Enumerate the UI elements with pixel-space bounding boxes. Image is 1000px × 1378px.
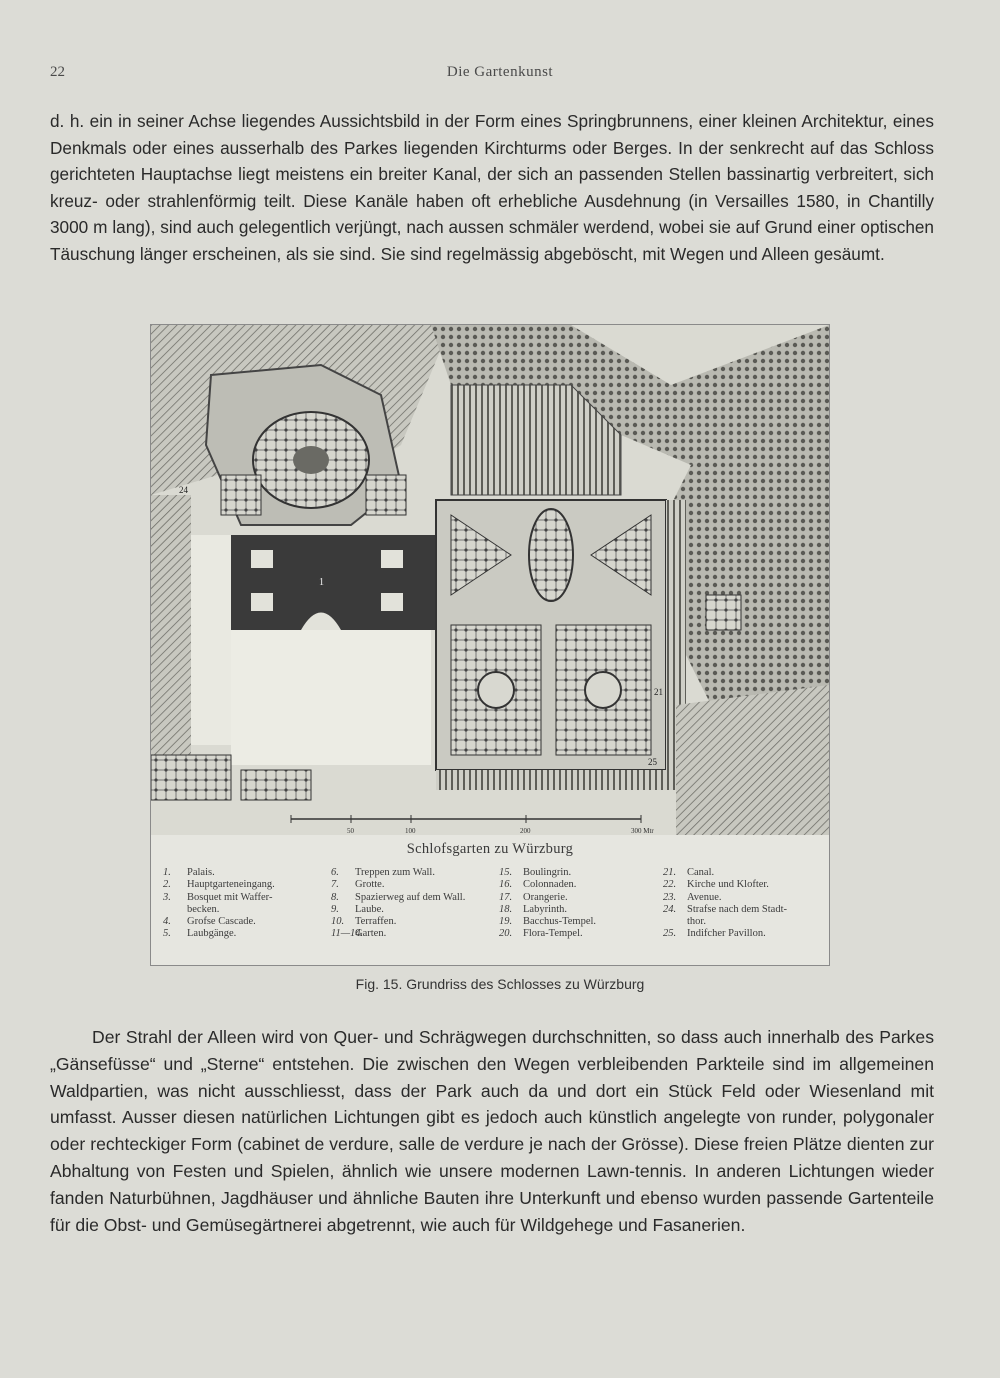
legend-entry (663, 879, 787, 891)
legend-number: 10. (331, 916, 345, 928)
legend-number: 18. (499, 903, 513, 915)
bottom-paragraph (50, 1024, 934, 1238)
legend-text: Canal. (687, 867, 715, 878)
legend-entry (663, 904, 787, 916)
legend-number: 20. (499, 928, 513, 940)
legend-number: 11—14. (331, 928, 364, 940)
legend-entry (331, 892, 465, 904)
legend-text: Laubgänge. (187, 928, 237, 940)
legend-text: Bosquet mit Waffer- (187, 891, 273, 903)
legend-entry (163, 916, 275, 928)
garden-plan-figure (150, 324, 830, 966)
southeast-quarter (676, 685, 829, 835)
legend-number: 7. (331, 879, 339, 891)
west-quarter (151, 495, 191, 755)
scale-label-100: 100 (405, 827, 416, 835)
legend-entry (663, 867, 787, 879)
legend-text: Kirche und Klofter. (687, 879, 769, 891)
scale-label-300: 300 Mtr (631, 827, 654, 835)
top-paragraph-text: d. h. ein in seiner Achse liegendes Aussichtsbild in der Form eines Springbrunnens, einer kleinen Architektur, eines Denkmals oder eines ausserhalb des Parkes liegenden Kirchturms oder Berges. In der senkrecht auf das Schloss gerichteten Hauptachse liegt meistens ein breiter Kanal, der sich an passenden Stellen bassinartig verbreitert, sich kreuz- oder strahlenförmig teilt. Diese Kanäle haben oft erhebliche Ausdehnung (in Versailles 1580, in Chantilly 3000 m lang), sind auch gelegentlich verjüngt, nach aussen schmäler werdend, wobei sie auf Grund einer optischen Täuschung länger erscheinen, als sie sind. Sie sind regelmässig abgeböscht, mit Wegen und Alleen gesäumt. (50, 111, 934, 264)
legend-entry (499, 879, 596, 891)
legend-number: 1. (163, 867, 171, 878)
legend-text: thor. (687, 916, 706, 928)
figure-title: Schlofsgarten zu Würzburg (406, 841, 574, 857)
top-paragraph (50, 108, 934, 268)
legend-text: Labyrinth. (523, 903, 568, 915)
plan-label-24: 24 (179, 485, 188, 495)
legend-text: Flora-Tempel. (523, 928, 583, 940)
legend-text: Indifcher Pavillon. (687, 928, 766, 940)
legend-entry (663, 892, 787, 904)
legend-text: Garten. (355, 928, 387, 940)
legend-number: 8. (331, 891, 339, 903)
legend-text: Palais. (187, 867, 215, 878)
legend-number: 15. (499, 867, 513, 878)
legend-entry (499, 867, 596, 879)
legend-text: Boulingrin. (523, 867, 572, 878)
page-number: 22 (50, 64, 65, 80)
west-street (191, 535, 231, 745)
legend-entry (499, 892, 596, 904)
legend-number: 22. (663, 879, 677, 891)
legend-column-1 (163, 867, 275, 941)
scale-label-50: 50 (347, 827, 354, 835)
legend-entry (331, 879, 465, 891)
ehrenhof (231, 630, 431, 765)
legend-entry (663, 916, 787, 928)
legend-entry (163, 928, 275, 940)
legend-number: 6. (331, 867, 339, 878)
legend-number: 24. (663, 903, 677, 915)
legend-entry (331, 904, 465, 916)
figure-legend (163, 867, 817, 959)
east-parterre (706, 595, 741, 630)
plan-label-1: 1 (319, 577, 324, 588)
legend-entry (499, 916, 596, 928)
plan-label-25: 25 (648, 757, 657, 767)
page-header (48, 62, 952, 86)
legend-column-2 (331, 867, 465, 941)
legend-number: 23. (663, 891, 677, 903)
legend-number: 4. (163, 916, 171, 928)
legend-text: Hauptgarteneingang. (187, 879, 275, 891)
parterre-left (221, 475, 261, 515)
parterre-right (366, 475, 406, 515)
legend-text: Strafse nach dem Stadt- (687, 903, 788, 915)
southwest-garden (151, 755, 231, 800)
legend-entry (163, 879, 275, 891)
plan-label-21: 21 (654, 687, 663, 697)
legend-entry (163, 867, 275, 879)
south-terrace (436, 770, 676, 790)
legend-text: Treppen zum Wall. (355, 867, 435, 878)
legend-number: 17. (499, 891, 513, 903)
running-title: Die Gartenkunst (446, 64, 554, 80)
legend-text: Laube. (355, 903, 384, 915)
legend-column-3 (499, 867, 596, 941)
garden-plan-drawing (151, 325, 829, 835)
figure-caption: Fig. 15. Grundriss des Schlosses zu Würzburg (355, 976, 645, 992)
legend-text: becken. (187, 903, 220, 915)
legend-entry (331, 928, 465, 940)
legend-text: Avenue. (687, 891, 722, 903)
legend-entry (499, 928, 596, 940)
legend-number: 19. (499, 916, 513, 928)
legend-number: 3. (163, 891, 171, 903)
parterre-center (293, 446, 329, 474)
palais-building (231, 535, 451, 630)
scale-label-200: 200 (520, 827, 531, 835)
legend-text: Terraffen. (355, 916, 397, 928)
legend-number: 16. (499, 879, 513, 891)
legend-number: 9. (331, 903, 339, 915)
legend-text: Grofse Cascade. (187, 916, 256, 928)
legend-entry (163, 904, 275, 916)
legend-entry (331, 867, 465, 879)
legend-text: Grotte. (355, 879, 385, 891)
legend-entry (499, 904, 596, 916)
legend-number: 21. (663, 867, 677, 878)
legend-number: 2. (163, 879, 171, 891)
legend-text: Colonnaden. (523, 879, 577, 891)
bottom-paragraph-text: Der Strahl der Alleen wird von Quer- und Schrägwegen durchschnitten, so dass auch innerhalb des Parkes „Gänsefüsse“ und „Sterne“ entstehen. Die zwischen den Wegen verbleibenden Parkteile sind im allgemeinen Waldpartien, was nicht ausschliesst, dass der Park auch da und dort ein Stück Feld oder Wiesenland mit umfasst. Ausser diesen natürlichen Lichtungen gibt es jedoch auch künstlich angelegte von runder, polygonaler oder rechteckiger Form (cabinet de verdure, salle de verdure je nach der Grösse). Diese freien Plätze dienten zur Abhaltung von Festen und Spielen, ähnlich wie unsere modernen Lawn-tennis. In anderen Lichtungen wieder fanden Naturbühnen, Jagdhäuser und ähnliche Bauten ihre Unterkunft und ebenso wurden passende Gartenteile für die Obst- und Gemüsegärtnerei abgetrennt, wie auch für Wildgehege und Fasanerien. (50, 1027, 934, 1235)
legend-entry (331, 916, 465, 928)
legend-entry (663, 928, 787, 940)
legend-column-4 (663, 867, 787, 941)
legend-text: Orangerie. (523, 891, 568, 903)
legend-entry (163, 892, 275, 904)
legend-number: 25. (663, 928, 677, 940)
legend-text: Spazierweg auf dem Wall. (355, 891, 466, 903)
legend-text: Bacchus-Tempel. (523, 916, 597, 928)
legend-number: 5. (163, 928, 171, 940)
